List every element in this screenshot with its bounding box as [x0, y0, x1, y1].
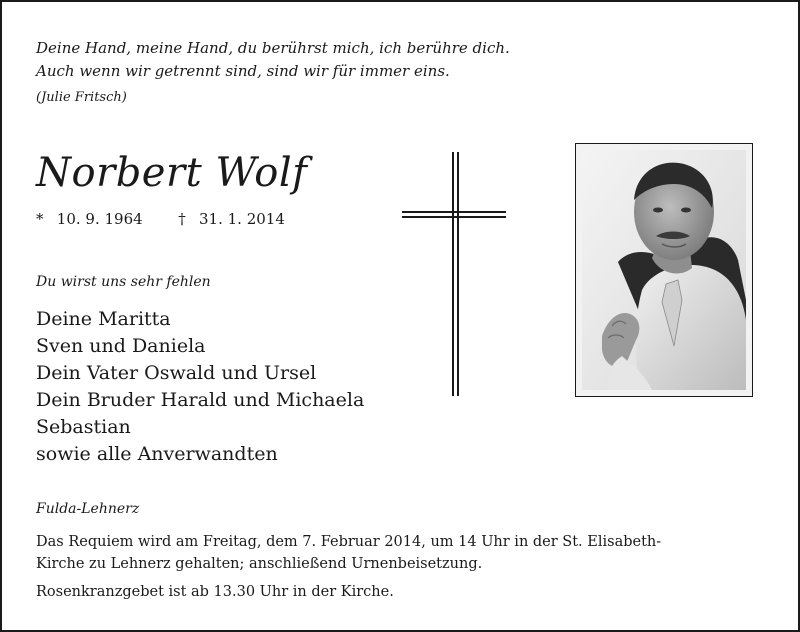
mourner-item: Dein Vater Oswald und Ursel [36, 362, 317, 384]
quote-line-1: Deine Hand, meine Hand, du berührst mich, ich berühre dich. [36, 39, 510, 57]
quote-attribution: (Julie Fritsch) [36, 90, 127, 105]
mourner-item: sowie alle Anverwandten [36, 443, 278, 465]
mourners-list [36, 306, 364, 468]
requiem-line-2: Kirche zu Lehnerz gehalten; anschließend Urnenbeisetzung. [36, 556, 483, 572]
miss-line: Du wirst uns sehr fehlen [36, 274, 211, 290]
life-dates [36, 208, 285, 230]
death-date: 31. 1. 2014 [199, 210, 285, 228]
opening-quote [36, 37, 510, 83]
mourner-item: Sebastian [36, 416, 131, 438]
cross-icon [402, 152, 506, 396]
death-symbol: † [178, 210, 186, 228]
requiem-line-1: Das Requiem wird am Freitag, dem 7. Februar 2014, um 14 Uhr in der St. Elisabeth- [36, 534, 662, 550]
birth-date: 10. 9. 1964 [56, 210, 143, 228]
rosary-notice: Rosenkranzgebet ist ab 13.30 Uhr in der Kirche. [36, 584, 394, 600]
deceased-name: Norbert Wolf [36, 150, 308, 196]
portrait-image [582, 150, 746, 390]
mourner-item: Deine Maritta [36, 308, 171, 330]
birth-symbol: * [36, 210, 44, 228]
place-name: Fulda-Lehnerz [36, 501, 140, 517]
quote-line-2: Auch wenn wir getrennt sind, sind wir für immer eins. [36, 62, 450, 80]
portrait-photo [575, 143, 753, 397]
requiem-notice [36, 531, 661, 575]
mourner-item: Sven und Daniela [36, 335, 206, 357]
mourner-item: Dein Bruder Harald und Michaela [36, 389, 365, 411]
